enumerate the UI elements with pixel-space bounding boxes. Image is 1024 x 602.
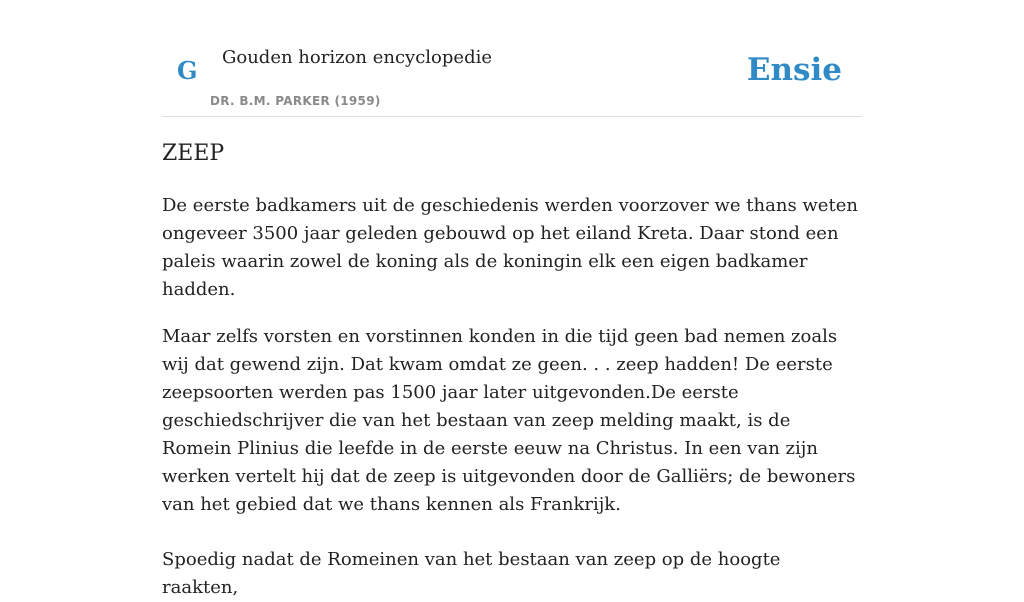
article-content — [162, 138, 862, 602]
source-header — [162, 0, 862, 117]
article-paragraph: Maar zelfs vorsten en vorstinnen konden in die tijd geen bad nemen zoals wij dat gewend zijn. Dat kwam omdat ze geen. . . zeep hadden! De eerste zeepsoorten werden pas 1500 jaar later uitgevonden.De eerste geschiedschrijver die van het bestaan van zeep melding maakt, is de Romein Plinius die leefde in de eerste eeuw na Christus. In een van zijn werken vertelt hij dat de zeep is uitgevonden door de Galliërs; de bewoners van het gebied dat we thans kennen als Frankrijk. — [162, 326, 856, 515]
article-title: ZEEP — [162, 141, 225, 166]
article-paragraph: Spoedig nadat de Romeinen van het bestaan van zeep op de hoogte raakten, — [162, 549, 781, 598]
source-author: DR. B.M. PARKER (1959) — [210, 94, 381, 108]
source-logo[interactable]: G — [177, 56, 198, 85]
ensie-logo-link[interactable]: Ensie — [746, 52, 842, 88]
source-title-link[interactable]: Gouden horizon encyclopedie — [222, 47, 492, 68]
article-paragraph: De eerste badkamers uit de geschiedenis werden voorzover we thans weten ongeveer 3500 jaar geleden gebouwd op het eiland Kreta. Daar stond een paleis waarin zowel de koning als de koningin elk een eigen badkamer hadden. — [162, 195, 858, 300]
